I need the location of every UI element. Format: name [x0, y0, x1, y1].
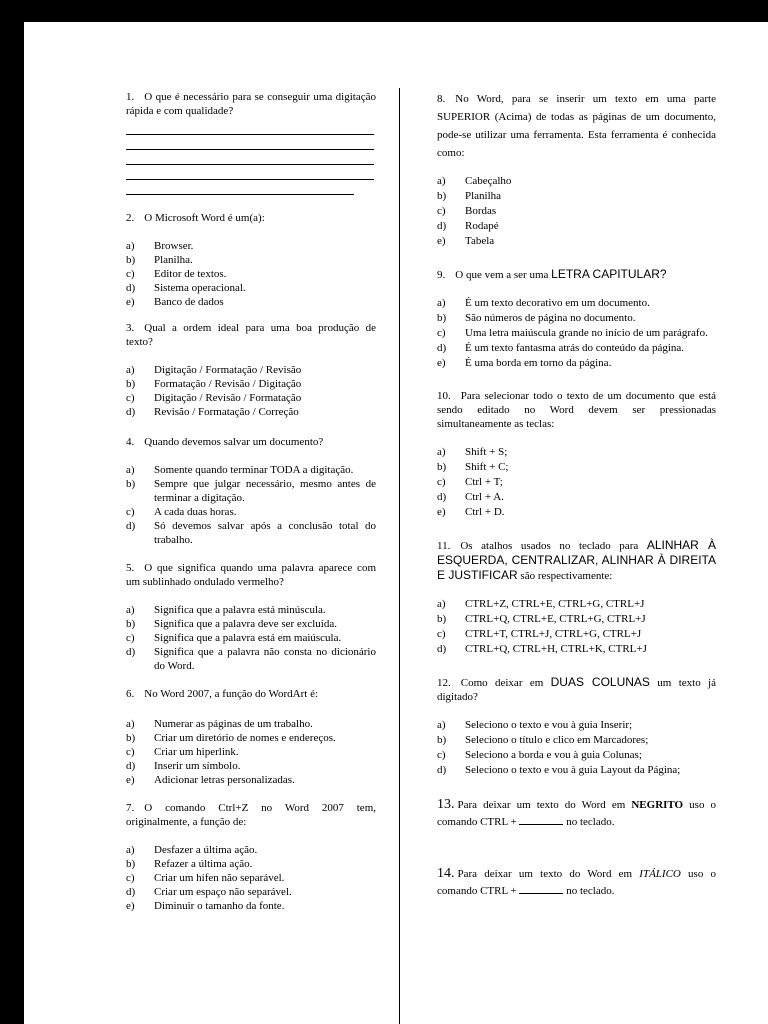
option-item[interactable]: [126, 603, 376, 617]
question-9: 9. O que vem a ser uma LETRA CAPITULAR?: [437, 267, 667, 281]
question-6: 6. No Word 2007, a função do WordArt é:: [126, 688, 319, 700]
option-item[interactable]: [437, 612, 716, 627]
answer-line[interactable]: [126, 180, 354, 195]
option-letter: c): [437, 628, 446, 640]
options-11: [437, 597, 716, 657]
option-letter: a): [437, 719, 446, 731]
option-text: Seleciono o texto e vou à guia Layout da Página;: [465, 764, 681, 776]
option-text: Somente quando terminar TODA a digitação.: [154, 464, 354, 476]
option-letter: d): [437, 220, 447, 232]
option-letter: d): [437, 342, 447, 354]
option-text: Significa que a palavra está em maiúscula.: [154, 632, 342, 644]
option-item[interactable]: [126, 617, 376, 631]
option-text: Cabeçalho: [465, 175, 512, 187]
option-text: Planilha: [465, 190, 502, 202]
option-text: Seleciono a borda e vou à guia Colunas;: [465, 749, 642, 761]
option-text: Numerar as páginas de um trabalho.: [154, 718, 313, 730]
options-12: [437, 718, 716, 778]
option-letter: d): [126, 282, 136, 294]
question-7: 7. O comando Ctrl+Z no Word 2007 tem, originalmente, a função de:: [126, 802, 376, 828]
answer-line[interactable]: [126, 120, 374, 135]
option-letter: a): [126, 844, 135, 856]
option-letter: c): [437, 205, 446, 217]
option-letter: c): [126, 632, 135, 644]
option-letter: d): [437, 764, 447, 776]
option-text: Digitação / Formatação / Revisão: [154, 364, 302, 376]
option-item[interactable]: [126, 239, 376, 253]
question-13: 13. Para deixar um texto do Word em NEGRITO uso o comando CTRL + no teclado.: [437, 797, 717, 828]
option-letter: a): [126, 718, 135, 730]
option-item[interactable]: [437, 174, 716, 189]
option-item[interactable]: [126, 377, 376, 391]
option-text: CTRL+Q, CTRL+E, CTRL+G, CTRL+J: [465, 613, 646, 625]
option-item[interactable]: [437, 234, 716, 249]
option-item[interactable]: [126, 519, 376, 547]
option-item[interactable]: [126, 773, 376, 787]
option-item[interactable]: [437, 296, 716, 311]
option-item[interactable]: [126, 363, 376, 377]
option-item[interactable]: [437, 204, 716, 219]
option-item[interactable]: [126, 391, 376, 405]
answer-blank[interactable]: [519, 814, 563, 825]
option-item[interactable]: [437, 718, 716, 733]
option-letter: a): [437, 297, 446, 309]
question-3: 3. Qual a ordem ideal para uma boa produção de texto?: [126, 322, 376, 348]
option-letter: b): [437, 613, 447, 625]
option-item[interactable]: [437, 763, 716, 778]
option-text: São números de página no documento.: [465, 312, 636, 324]
option-item[interactable]: [437, 326, 716, 341]
option-text: Significa que a palavra não consta no dicionário do Word.: [154, 646, 376, 672]
option-letter: b): [126, 858, 136, 870]
option-item[interactable]: [437, 505, 716, 520]
option-letter: b): [437, 312, 447, 324]
option-letter: d): [126, 406, 136, 418]
question-4: 4. Quando devemos salvar um documento?: [126, 436, 324, 448]
option-text: Seleciono o texto e vou à guia Inserir;: [465, 719, 633, 731]
question-5: 5. O que significa quando uma palavra aparece com um sublinhado ondulado vermelho?: [126, 562, 376, 588]
option-text: Significa que a palavra deve ser excluída.: [154, 618, 337, 630]
option-text: Diminuir o tamanho da fonte.: [154, 900, 285, 912]
option-item[interactable]: [437, 356, 716, 371]
option-text: Só devemos salvar após a conclusão total do trabalho.: [154, 520, 376, 546]
options-10: [437, 445, 716, 520]
option-text: Shift + C;: [465, 461, 509, 473]
options-7: [126, 843, 376, 913]
option-item[interactable]: [437, 445, 716, 460]
option-letter: b): [126, 478, 136, 490]
options-4: [126, 463, 376, 547]
option-item[interactable]: [126, 745, 376, 759]
option-item[interactable]: [126, 899, 376, 913]
option-text: Criar um hiperlink.: [154, 746, 239, 758]
option-text: Ctrl + D.: [465, 506, 505, 518]
option-letter: c): [437, 327, 446, 339]
option-text: Ctrl + T;: [465, 476, 503, 488]
option-text: Formatação / Revisão / Digitação: [154, 378, 302, 390]
option-item[interactable]: [126, 405, 376, 419]
option-letter: c): [126, 506, 135, 518]
column-divider: [399, 88, 400, 1024]
option-item[interactable]: [126, 463, 376, 477]
option-letter: e): [437, 506, 446, 518]
answer-line[interactable]: [126, 165, 374, 180]
option-letter: a): [437, 598, 446, 610]
option-text: Digitação / Revisão / Formatação: [154, 392, 302, 404]
option-letter: d): [126, 886, 136, 898]
option-item[interactable]: [126, 253, 376, 267]
option-item[interactable]: [126, 717, 376, 731]
answer-line[interactable]: [126, 150, 374, 165]
option-letter: a): [437, 175, 446, 187]
option-item[interactable]: [126, 295, 376, 309]
option-item[interactable]: [437, 219, 716, 234]
answer-lines: [126, 120, 376, 195]
option-item[interactable]: [437, 733, 716, 748]
option-letter: c): [126, 392, 135, 404]
option-letter: a): [126, 464, 135, 476]
option-text: Tabela: [465, 235, 495, 247]
option-text: Desfazer a última ação.: [154, 844, 258, 856]
options-6: [126, 717, 376, 787]
option-text: Editor de textos.: [154, 268, 227, 280]
option-letter: c): [126, 872, 135, 884]
worksheet-page: [24, 22, 768, 1024]
option-letter: a): [437, 446, 446, 458]
option-item[interactable]: [126, 477, 376, 505]
option-letter: d): [126, 646, 136, 658]
option-text: Significa que a palavra está minúscula.: [154, 604, 326, 616]
option-text: Banco de dados: [154, 296, 224, 308]
option-text: É um texto fantasma atrás do conteúdo da página.: [465, 342, 685, 354]
option-text: É uma borda em torno da página.: [465, 357, 612, 369]
option-letter: a): [126, 364, 135, 376]
option-text: Sistema operacional.: [154, 282, 246, 294]
option-item[interactable]: [437, 597, 716, 612]
option-item[interactable]: [126, 731, 376, 745]
option-item[interactable]: [126, 505, 376, 519]
option-item[interactable]: [126, 885, 376, 899]
option-item[interactable]: [126, 871, 376, 885]
option-text: A cada duas horas.: [154, 506, 237, 518]
question-11: 11. Os atalhos usados no teclado para ALINHAR À ESQUERDA, CENTRALIZAR, ALINHAR À DIREITA E JUSTIFICAR são respectivamente:: [437, 538, 716, 582]
question-1: 1. O que é necessário para se conseguir uma digitação rápida e com qualidade?: [126, 91, 376, 117]
option-item[interactable]: [437, 627, 716, 642]
question-10: 10. Para selecionar todo o texto de um documento que está sendo editado no Word devem ser pressionadas simultaneamente as teclas:: [437, 390, 716, 430]
option-item[interactable]: [437, 490, 716, 505]
answer-line[interactable]: [126, 135, 374, 150]
option-item[interactable]: [126, 267, 376, 281]
answer-blank[interactable]: [519, 883, 563, 894]
option-letter: c): [126, 746, 135, 758]
option-item[interactable]: [437, 189, 716, 204]
option-text: Criar um hífen não separável.: [154, 872, 285, 884]
option-item[interactable]: [126, 281, 376, 295]
option-text: Browser.: [154, 240, 194, 252]
option-letter: a): [126, 240, 135, 252]
option-text: CTRL+Z, CTRL+E, CTRL+G, CTRL+J: [465, 598, 645, 610]
option-item[interactable]: [437, 460, 716, 475]
option-text: Refazer a última ação.: [154, 858, 253, 870]
option-item[interactable]: [437, 748, 716, 763]
option-letter: e): [126, 900, 135, 912]
option-text: Planilha.: [154, 254, 193, 266]
option-letter: e): [126, 296, 135, 308]
question-12: 12. Como deixar em DUAS COLUNAS um texto já digitado?: [437, 675, 716, 703]
option-text: Criar um espaço não separável.: [154, 886, 292, 898]
option-letter: b): [437, 734, 447, 746]
option-item[interactable]: [126, 645, 376, 673]
option-text: Adicionar letras personalizadas.: [154, 774, 295, 786]
option-item[interactable]: [437, 642, 716, 657]
option-letter: a): [126, 604, 135, 616]
options-2: [126, 239, 376, 309]
option-letter: d): [126, 760, 136, 772]
option-text: Rodapé: [465, 220, 499, 232]
option-item[interactable]: [126, 759, 376, 773]
option-item[interactable]: [126, 843, 376, 857]
question-2: 2. O Microsoft Word é um(a):: [126, 212, 265, 224]
option-letter: b): [126, 732, 136, 744]
option-item[interactable]: [126, 857, 376, 871]
option-text: Seleciono o título e clico em Marcadores;: [465, 734, 649, 746]
option-letter: c): [126, 268, 135, 280]
option-letter: d): [437, 643, 447, 655]
option-letter: b): [126, 254, 136, 266]
question-8: 8. No Word, para se inserir um texto em uma parte SUPERIOR (Acima) de todas as páginas de um documento, pode-se utilizar uma ferramenta. Esta ferramenta é conhecida como:: [437, 93, 716, 159]
options-9: [437, 296, 716, 371]
left-column: [126, 90, 376, 913]
options-5: [126, 603, 376, 673]
option-text: Sempre que julgar necessário, mesmo antes de terminar a digitação.: [154, 478, 376, 504]
option-text: Criar um diretório de nomes e endereços.: [154, 732, 336, 744]
option-letter: b): [437, 461, 447, 473]
option-text: CTRL+Q, CTRL+H, CTRL+K, CTRL+J: [465, 643, 647, 655]
option-letter: d): [437, 491, 447, 503]
option-text: CTRL+T, CTRL+J, CTRL+G, CTRL+J: [465, 628, 642, 640]
option-letter: e): [437, 235, 446, 247]
option-text: Bordas: [465, 205, 497, 217]
question-14: 14. Para deixar um texto do Word em ITÁLICO uso o comando CTRL + no teclado.: [437, 866, 717, 897]
option-letter: c): [437, 476, 446, 488]
option-letter: b): [437, 190, 447, 202]
option-letter: e): [437, 357, 446, 369]
option-text: Shift + S;: [465, 446, 508, 458]
option-text: Uma letra maiúscula grande no início de um parágrafo.: [465, 327, 708, 339]
option-item[interactable]: [437, 341, 716, 356]
option-letter: c): [437, 749, 446, 761]
options-3: [126, 363, 376, 419]
option-letter: b): [126, 618, 136, 630]
option-letter: b): [126, 378, 136, 390]
option-text: É um texto decorativo em um documento.: [465, 297, 650, 309]
option-text: Inserir um símbolo.: [154, 760, 241, 772]
option-letter: e): [126, 774, 135, 786]
option-text: Revisão / Formatação / Correção: [154, 406, 299, 418]
option-item[interactable]: [437, 311, 716, 326]
option-letter: d): [126, 520, 136, 532]
right-column: [437, 90, 716, 900]
option-text: Ctrl + A.: [465, 491, 504, 503]
option-item[interactable]: [437, 475, 716, 490]
options-8: [437, 174, 716, 249]
option-item[interactable]: [126, 631, 376, 645]
